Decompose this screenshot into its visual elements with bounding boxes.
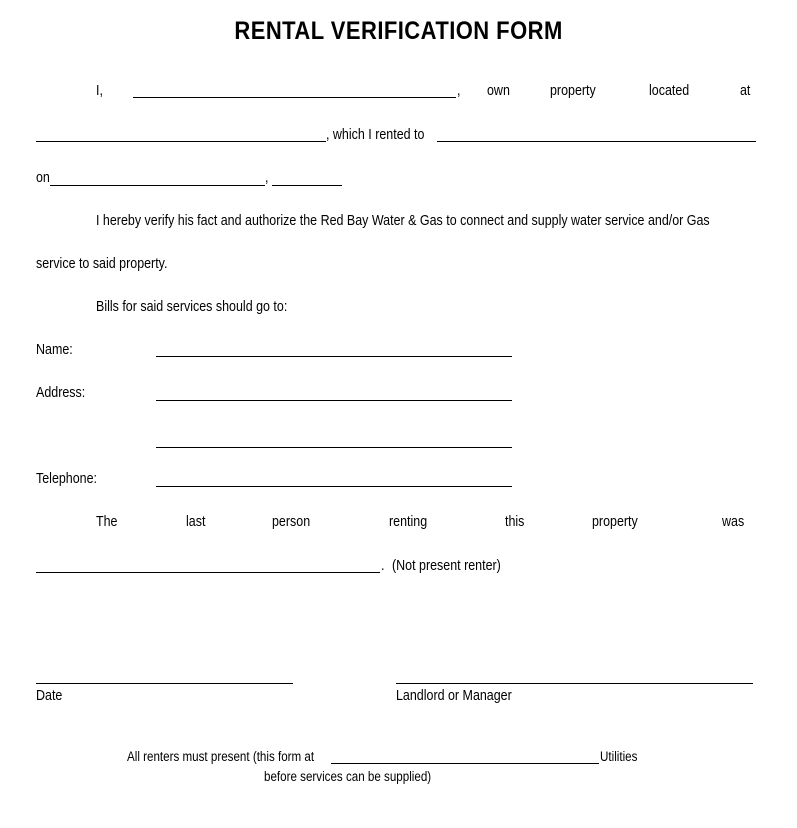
address-field-line1[interactable] (156, 400, 512, 401)
rental-date-blank[interactable] (50, 185, 265, 186)
word-last: last (186, 514, 206, 530)
word-property-2: property (592, 514, 638, 530)
property-address-blank[interactable] (36, 141, 326, 142)
owner-name-blank[interactable] (133, 97, 456, 98)
bills-to-text: Bills for said services should go to: (96, 299, 288, 315)
date-signature-line[interactable] (36, 683, 293, 684)
word-this: this (505, 514, 525, 530)
word-renting: renting (389, 514, 428, 530)
word-property: property (550, 83, 596, 99)
word-located: located (649, 83, 690, 99)
word-was: was (722, 514, 745, 530)
name-field[interactable] (156, 356, 512, 357)
on-text: on (36, 170, 50, 186)
authorization-text-line2: service to said property. (36, 256, 168, 272)
which-rented-text: , which I rented to (326, 127, 425, 143)
landlord-signature-line[interactable] (396, 683, 753, 684)
footer-text-line2: before services can be supplied) (264, 769, 432, 784)
not-present-renter-text: (Not present renter) (392, 558, 501, 574)
date-label: Date (36, 688, 63, 704)
form-title: RENTAL VERIFICATION FORM (234, 17, 563, 45)
authorization-text-line1: I hereby verify his fact and authorize the Red Bay Water & Gas to connect and supply water service and/or Gas (96, 213, 710, 229)
comma-text-2: , (265, 170, 269, 186)
word-at: at (740, 83, 751, 99)
previous-renter-blank[interactable] (36, 572, 380, 573)
address-label: Address: (36, 385, 86, 401)
comma-text: , (457, 83, 461, 99)
renter-name-blank[interactable] (437, 141, 756, 142)
telephone-label: Telephone: (36, 471, 98, 487)
word-own: own (487, 83, 510, 99)
period-text: . (381, 558, 385, 574)
word-person: person (272, 514, 311, 530)
address-field-line2[interactable] (156, 447, 512, 448)
word-the: The (96, 514, 118, 530)
name-label: Name: (36, 342, 73, 358)
rental-year-blank[interactable] (272, 185, 342, 186)
landlord-label: Landlord or Manager (396, 688, 512, 704)
footer-location-blank[interactable] (331, 763, 599, 764)
footer-text-part1: All renters must present (this form at (127, 749, 315, 764)
pronoun-text: I, (96, 83, 103, 99)
footer-text-part2: Utilities (600, 749, 638, 764)
telephone-field[interactable] (156, 486, 512, 487)
